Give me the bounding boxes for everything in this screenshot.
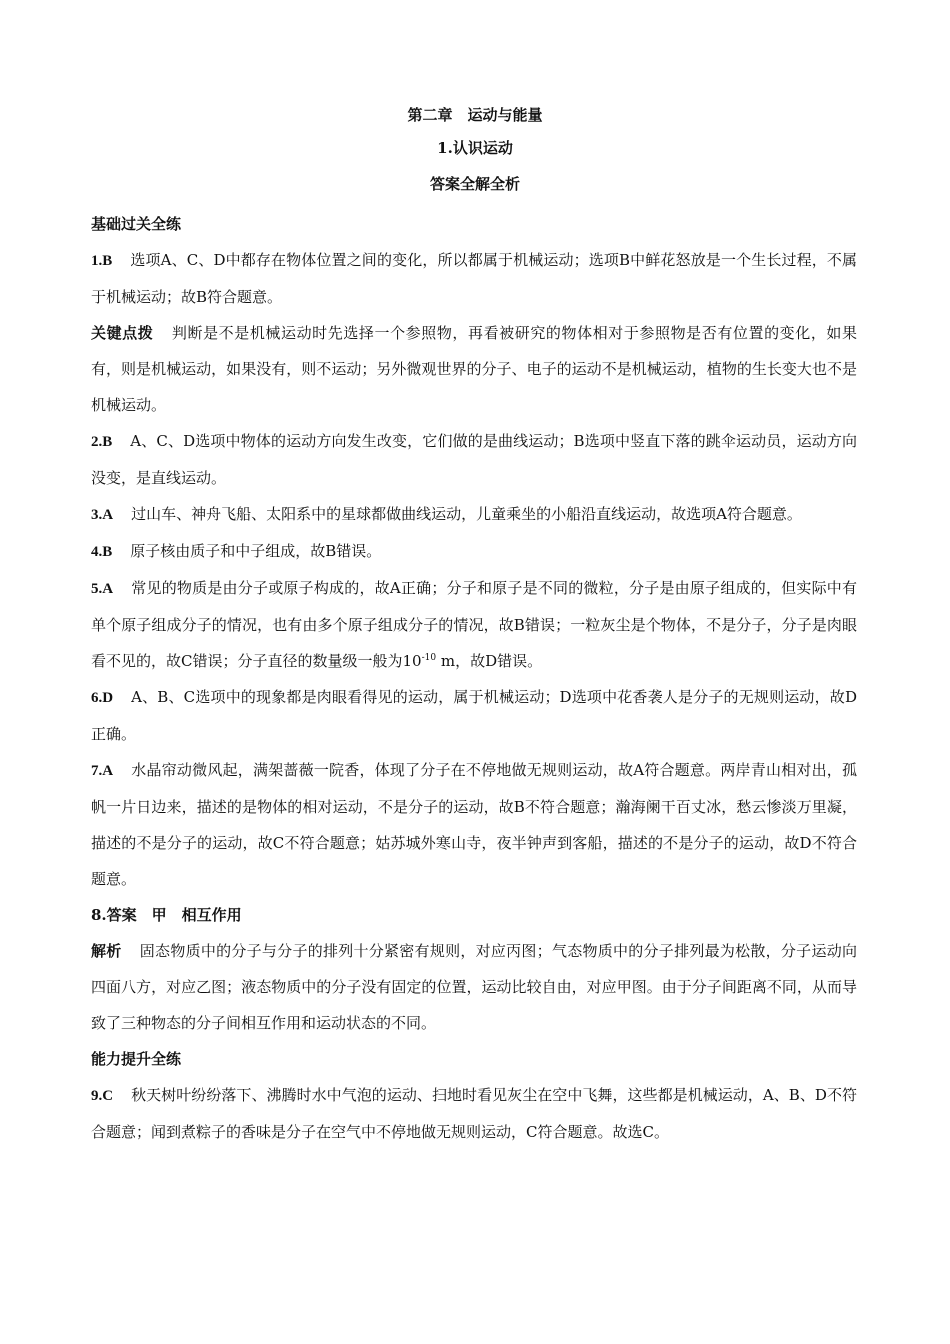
answer-item <box>91 423 857 496</box>
key-tip-text: 判断是不是机械运动时先选择一个参照物，再看被研究的物体相对于参照物是否有位置的变化，如果有，则是机械运动，如果没有，则不运动；另外微观世界的分子、电子的运动不是机械运动，植物的生长变大也不是机械运动。 <box>91 324 857 414</box>
answer-text: 秋天树叶纷纷落下、沸腾时水中气泡的运动、扫地时看见灰尘在空中飞舞，这些都是机械运动，A、B、D不符合题意；闻到煮粽子的香味是分子在空气中不停地做无规则运动，C符合题意。故选C。 <box>91 1086 857 1141</box>
answer-item-q8: 8.答案 甲 相互作用 <box>91 906 242 924</box>
key-tip-label: 关键点拨 <box>91 324 154 342</box>
answer-number: 1.B <box>91 253 113 269</box>
lesson-title: 1.认识运动 <box>437 139 513 157</box>
exponent: -10 <box>421 653 437 663</box>
answer-number: 7.A <box>91 763 114 779</box>
answer-item <box>91 533 857 570</box>
chapter-title: 第二章 运动与能量 <box>407 106 543 124</box>
analysis <box>91 933 857 1041</box>
answer-item <box>91 752 857 897</box>
answer-number: 4.B <box>91 544 113 560</box>
key-tip <box>91 315 857 423</box>
answer-text: 水晶帘动微风起，满架蔷薇一院香，体现了分子在不停地做无规则运动，故A符合题意。两岸青山相对出，孤帆一片日边来，描述的是物体的相对运动，不是分子的运动，故B不符合题意；瀚海阑干百丈冰，愁云惨淡万里凝，描述的不是分子的运动，故C不符合题意；姑苏城外寒山寺，夜半钟声到客船，描述的不是分子的运动，故D不符合题意。 <box>91 761 857 888</box>
answer-item <box>91 496 857 533</box>
answer-text: 常见的物质是由分子或原子构成的，故A正确；分子和原子是不同的微粒，分子是由原子组成的，但实际中有单个原子组成分子的情况，也有由多个原子组成分子的情况，故B错误；一粒灰尘是个物体，不是分子，分子是肉眼看不见的，故C错误；分子直径的数量级一般为10 <box>91 579 857 670</box>
answer-item <box>91 242 857 315</box>
answer-item <box>91 1077 857 1150</box>
answer-item <box>91 570 857 679</box>
answer-text: A、C、D选项中物体的运动方向发生改变，它们做的是曲线运动；B选项中竖直下落的跳伞运动员，运动方向没变，是直线运动。 <box>91 432 857 487</box>
answer-number: 3.A <box>91 507 114 523</box>
answer-text: 原子核由质子和中子组成，故B错误。 <box>130 542 382 560</box>
answer-item <box>91 679 857 752</box>
page-subtitle: 答案全解全析 <box>429 175 520 193</box>
answer-text: 选项A、C、D中都存在物体位置之间的变化，所以都属于机械运动；选项B中鲜花怒放是一个生长过程，不属于机械运动；故B符合题意。 <box>91 251 857 306</box>
analysis-label: 解析 <box>91 942 122 960</box>
answer-text: 过山车、神舟飞船、太阳系中的星球都做曲线运动，儿童乘坐的小船沿直线运动，故选项A符合题意。 <box>131 505 802 523</box>
section-basic-heading: 基础过关全练 <box>91 215 182 233</box>
answer-text-tail: m，故D错误。 <box>436 652 543 670</box>
answer-number: 5.A <box>91 581 114 597</box>
section-advanced-heading: 能力提升全练 <box>91 1050 182 1068</box>
answer-number: 9.C <box>91 1088 114 1104</box>
answer-number: 2.B <box>91 434 113 450</box>
answer-number: 6.D <box>91 690 114 706</box>
analysis-text: 固态物质中的分子与分子的排列十分紧密有规则，对应丙图；气态物质中的分子排列最为松散，分子运动向四面八方，对应乙图；液态物质中的分子没有固定的位置，运动比较自由，对应甲图。由于分子间距离不同，从而导致了三种物态的分子间相互作用和运动状态的不同。 <box>91 942 857 1032</box>
answer-body <box>91 206 857 1150</box>
answer-text: A、B、C选项中的现象都是肉眼看得见的运动，属于机械运动；D选项中花香袭人是分子的无规则运动，故D正确。 <box>91 688 857 743</box>
